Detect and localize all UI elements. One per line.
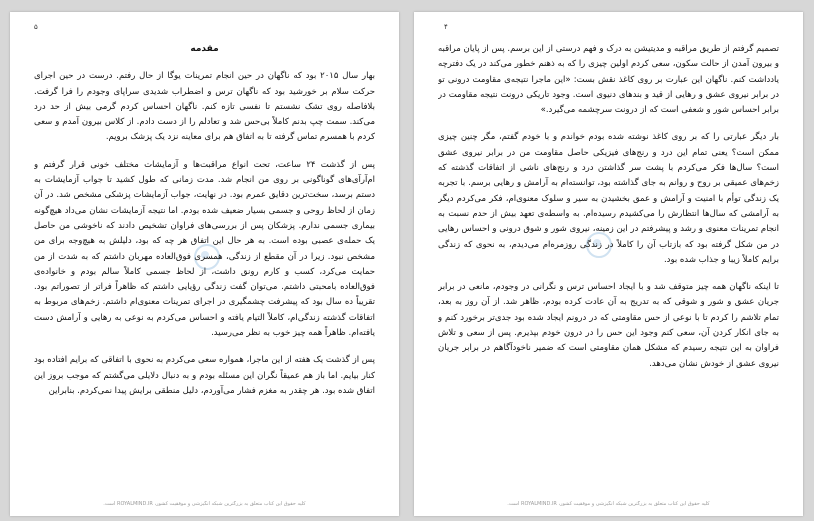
page-footer: کلیه حقوق این کتاب متعلق به بزرگترین شبکه انگیزشی و موفقیت کشور، ROYALMIND.IR است. [103,501,306,507]
page-content [438,42,779,464]
chapter-title: مقدمه [190,44,219,54]
page-number: ۴ [444,23,448,31]
page-footer: کلیه حقوق این کتاب متعلق به بزرگترین شبکه انگیزشی و موفقیت کشور، ROYALMIND.IR است. [507,501,710,507]
paragraph: پس از گذشت ۲۴ ساعت، تحت انواع مراقبت‌ها و آزمایشات مختلف خونی قرار گرفتم و ام‌آرآی‌های گوناگونی بر روی من انجام شد. مدت زمانی که طول کشید تا جواب آزمایشات به دستم برسد، سخت‌ترین دقایق عمرم بود. در نهایت، جواب آزمایشات پزشکی مشخص شد. در آن زمان از لحاظ روحی و جسمی بسیار ضعیف شده بودم. اما نتیجه آزمایشات نشان می‌داد هیچ‌گونه بیماری جسمی ندارم. پزشکان پس از بررسی‌های فراوان تشخیص دادند که ناخوشی من حاصل یک حمله‌ی عصبی بوده است. به هر حال این اتفاق هر چه که بود، دلیلش به هیچ‌وجه برای من مشخص نبود. زیرا در آن مقطع از زندگی، همسری فوق‌العاده مهربان داشتم که به شدت از من حمایت می‌کرد، کسب و کارم رونق داشت، از لحاظ جسمی کاملاً سالم بودم و خانواده‌ی فوق‌العاده بامحبتی داشتم. می‌توان گفت زندگی رؤیایی داشتم که ظاهراً فراتر از تصوراتم بود. تقریباً ده سال بود که پیشرفت چشمگیری در اجرای تمرینات معنوی‌ام داشتم. زخم‌های مربوط به اتفاقات گذشته زندگی‌ام، کاملاً التیام یافته و احساس می‌کردم به نوعی به رهایی و آرامش دست یافته‌ام. ظاهراً همه چیز خوب به نظر می‌رسید. [34,159,375,339]
paragraph: تا اینکه ناگهان همه چیز متوقف شد و با ایجاد احساس ترس و نگرانی در وجودم، مانعی در برابر جریان عشق و شور و شوقی که به تدریج به آن عادت کرده بودم، ظاهر شد. از آن روز به بعد، تمام تلاشم را کردم تا با نوعی از حس مقاومتی که در درونم ایجاد شده بود جدی‌تر برخورد کنم و به جای انکار کردن آن، سعی کنم وجود این حس را در درون خودم بپذیرم. پس از سعی و تلاش فراوان به این نتیجه رسیدم که مشکل همان مقاومتی است که ضمیر ناخودآگاهم در برابر جریان نیروی عشق از خودش نشان می‌دهد. [438,282,779,369]
book-page-left [10,12,399,516]
paragraph: تصمیم گرفتم از طریق مراقبه و مدیتیشن به درک و فهم درستی از این برسم. پس از پایان مراقبه و بیرون آمدن از حالت سکون، سعی کردم اولین چیزی را که به ذهنم خطور می‌کند در یک دفترچه یادداشت کنم. ناگهان این عبارت بر روی کاغذ نقش بست: «این ماجرا نتیجه‌ی مقاومت درونی تو در برابر نیروی عشق و رهایی از قید و بندهای دنیوی است. وجود تاریکی درونت نتیجه مقاومت در برابر احساس شور و شعفی است که از درونت سرچشمه می‌گیرد.» [438,44,779,116]
page-number: ۵ [34,23,38,31]
book-page-right [414,12,803,516]
page-content [34,42,375,478]
paragraph: بهار سال ۲۰۱۵ بود که ناگهان در حین انجام تمرینات یوگا از حال رفتم. درست در حین اجرای حرکت سلام بر خورشید بود که ناگهان ترس و اضطراب شدیدی سراپای وجودم را فرا گرفت. بلافاصله روی تشک نشستم تا نفسی تازه کنم. ناگهان احساس کردم گرمی بیش از حد درد می‌کند. سمت چپ بدنم کاملاً بی‌حس شد و تعادلم را از دست دادم. از کلاس بیرون آمدم و سعی کردم با همسرم تماس گرفته تا به اتفاق هم برای معاینه نزد یک پزشک برویم. [34,71,375,143]
paragraph: پس از گذشت یک هفته از این ماجرا، همواره سعی می‌کردم به نحوی با اتفاقی که برایم افتاده بود کنار بیایم. اما باز هم عمیقاً نگران این مسئله بودم و به دنبال دلایلی می‌گشتم که موجب بروز این اتفاق شده بود. هر چقدر به مغزم فشار می‌آوردم، دلیل منطقی برایش پیدا نمی‌کردم. بنابراین [34,355,375,396]
paragraph: بار دیگر عبارتی را که بر روی کاغذ نوشته شده بودم خواندم و با خودم گفتم، مگر چنین چیزی ممکن است؟ یعنی تمام این درد و رنج‌های فیزیکی حاصل مقاومت من در برابر نیروی عشق است؟ سال‌ها فکر می‌کردم با پشت سر گذاشتن درد و رنج‌های ناشی از اتفاقات گذشته که زخم‌های عمیقی بر روح و روانم به جای گذاشته بود، توانسته‌ام به آرامش و رهایی برسم. با تجربه یک زندگی توأم با امنیت و آرامش و عمق بخشیدن به سیر و سلوک معنوی‌ام، فکر می‌کردم دیگر به آرامشی که سال‌ها انتظارش را می‌کشیدم رسیده‌ام. به واسطه‌ی تعهد بیش از حدم نسبت به انجام تمرینات معنوی و رشد و پیشرفتم در این زمینه، نیروی شور و شوق درونی و احساس رهایی در من شکل گرفته بود که بازتاب آن را کاملاً در زندگی روزمره‌ام می‌دیدم، به نحوی که زندگی برایم کاملاً زیبا و جذاب شده بود. [438,132,779,265]
